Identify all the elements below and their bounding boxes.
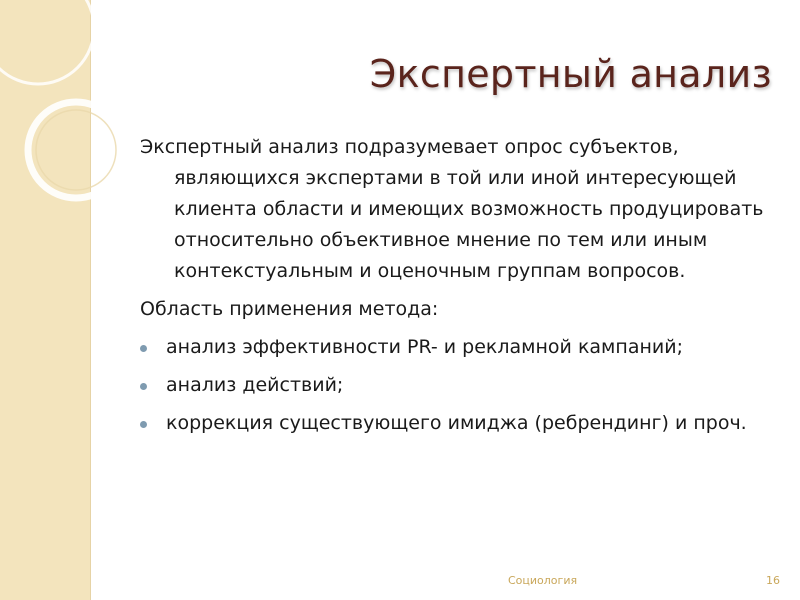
bullet-icon — [140, 383, 147, 390]
list-item — [140, 408, 770, 439]
intro-paragraph: Экспертный анализ подразумевает опрос субъектов, являющихся экспертами в той или иной интересующей клиента области и имеющих возможность продуцировать относительно объективное мнение по тем или иным контекстуальным и оценочным группам вопросов. — [140, 136, 764, 282]
slide-title: Экспертный анализ — [369, 52, 772, 96]
bullet-icon — [140, 345, 147, 352]
slide-footer: Социология — [508, 574, 578, 587]
bullet-icon — [140, 421, 147, 428]
page-number: 16 — [766, 574, 780, 587]
side-band — [0, 0, 91, 600]
list-item — [140, 332, 770, 363]
list-item-text: анализ действий; — [166, 374, 344, 396]
slide-body — [140, 132, 770, 446]
application-heading: Область применения метода: — [140, 298, 439, 320]
list-item-text: анализ эффективности PR- и рекламной кампаний; — [166, 336, 683, 358]
list-item-text: коррекция существующего имиджа (ребрендинг) и проч. — [166, 412, 747, 434]
list-item — [140, 370, 770, 401]
application-list — [140, 332, 770, 439]
